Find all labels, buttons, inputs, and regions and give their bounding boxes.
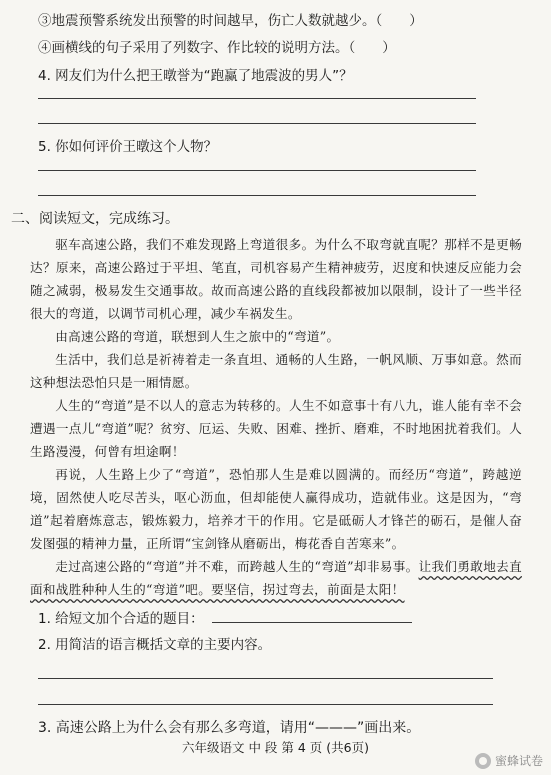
- question-3: 3. 高速公路上为什么会有那么多弯道，请用“———”画出来。: [38, 720, 421, 736]
- passage-paragraph: 生活中，我们总是祈祷着走一条直坦、通畅的人生路，一帆风顺、万事如意。然而这种想法恐怕只是一厢情愿。: [30, 352, 522, 390]
- question-4: 4. 网友们为什么把王暾誉为“跑赢了地震波的男人”？: [38, 68, 353, 84]
- answer-line: [38, 195, 476, 196]
- passage-paragraph: 再说，人生路上少了“弯道”，恐怕那人生是难以圆满的。而经历“弯道”，跨越逆境，固然使人吃尽苦头，呕心沥血，但却能使人赢得成功，造就伟业。这是因为，“弯道”起着磨炼意志，锻炼毅力，培养才干的作用。它是砥砺人才锋芒的砺石，是催人奋发图强的精神力量，正所谓“宝剑锋从磨砺出，梅花香自苦寒来”。: [30, 467, 522, 551]
- passage-paragraph: 驱车高速公路，我们不难发现路上弯道很多。为什么不取弯就直呢？那样不是更畅达？原来，高速公路过于平坦、笔直，司机容易产生精神疲劳，迟度和快速反应能力会随之减弱，极易发生交通事故。故而高速公路的直线段都被加以限制，设计了一些半径很大的弯道，以调节司机心理，减少车祸发生。: [30, 237, 522, 321]
- watermark-text: 蜜蜂试卷: [494, 754, 543, 768]
- watermark: [475, 752, 543, 769]
- page-footer: 六年级语文 中 段 第 4 页 (共6页): [181, 740, 369, 755]
- answer-line: [38, 170, 476, 171]
- reading-passage: [30, 233, 522, 601]
- bee-logo-icon: [475, 753, 491, 769]
- passage-paragraph: [30, 555, 522, 601]
- question-1: 1. 给短文加个合适的题目：: [38, 611, 204, 627]
- item-4: ④画横线的句子采用了列数字、作比较的说明方法。（ ）: [38, 40, 396, 56]
- answer-line: [38, 704, 493, 705]
- passage-sentence: 走过高速公路的“弯道”并不难，而跨越人生的“弯道”却非易事。: [55, 559, 419, 574]
- question-5: 5. 你如何评价王暾这个人物？: [38, 139, 218, 155]
- wavy-underlined-sentence: 让我们勇敢地去直面和战胜种种人生的“弯道”吧。要坚信，拐过弯去，前面是太阳！: [30, 559, 522, 597]
- answer-line: [38, 98, 476, 99]
- answer-line: [38, 123, 476, 124]
- answer-line: [38, 678, 493, 679]
- title-answer-line: [212, 622, 412, 623]
- passage-paragraph: 人生的“弯道”是不以人的意志为转移的。人生不如意事十有八九，谁人能有幸不会遭遇一点儿“弯道”呢？贫穷、厄运、失败、困难、挫折、磨难，不时地困扰着我们。人生路漫漫，何曾有坦途啊！: [30, 398, 522, 459]
- question-2: 2. 用简洁的语言概括文章的主要内容。: [38, 637, 272, 653]
- section-title: 二、阅读短文，完成练习。: [11, 211, 179, 227]
- item-3: ③地震预警系统发出预警的时间越早，伤亡人数就越少。（ ）: [38, 13, 423, 29]
- passage-paragraph: 由高速公路的弯道，联想到人生之旅中的“弯道”。: [55, 329, 340, 344]
